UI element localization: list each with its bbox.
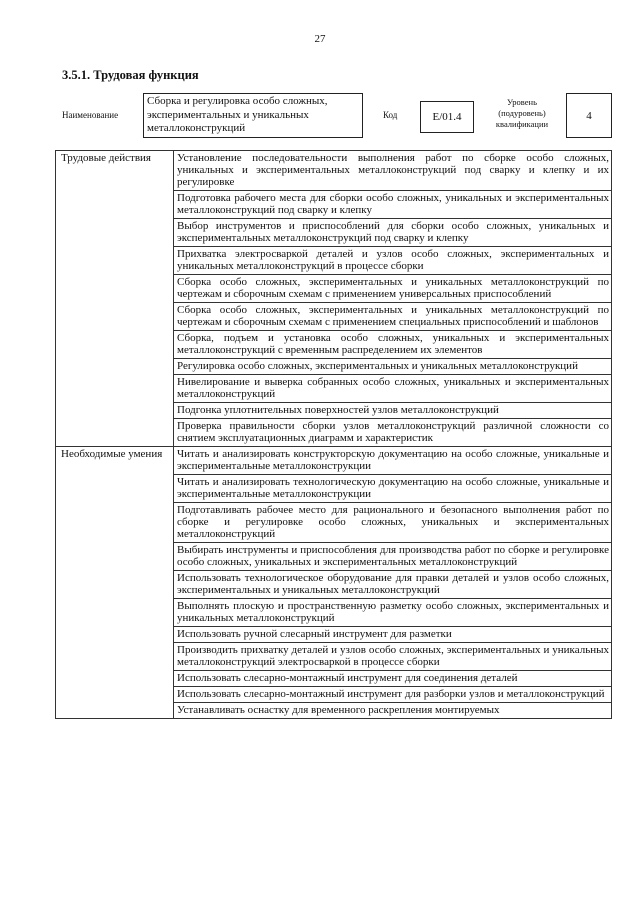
category-cell: Необходимые умения <box>56 447 174 719</box>
function-table-body <box>56 151 612 719</box>
item-cell: Выбирать инструменты и приспособления для производства работ по сборке и регулировке особо сложных, уникальных и экспериментальных металлоконструкций <box>174 543 612 571</box>
code-label: Код <box>383 110 398 120</box>
function-table <box>55 150 612 719</box>
category-cell: Трудовые действия <box>56 151 174 447</box>
qualification-level-label: Уровень (подуровень) квалификации <box>495 97 549 129</box>
item-cell: Подготовка рабочего места для сборки особо сложных, уникальных и экспериментальных металлоконструкций под сварку и клепку <box>174 191 612 219</box>
item-cell: Производить прихватку деталей и узлов особо сложных, экспериментальных и уникальных металлоконструкций электросваркой в процессе сборки <box>174 643 612 671</box>
code-value-box: Е/01.4 <box>420 101 474 133</box>
function-name-box: Сборка и регулировка особо сложных, экспериментальных и уникальных металлоконструкций <box>143 93 363 138</box>
section-heading: 3.5.1. Трудовая функция <box>62 68 199 82</box>
table-row <box>56 447 612 475</box>
item-cell: Сборка, подъем и установка особо сложных, уникальных и экспериментальных металлоконструкций с временным распределением их элементов <box>174 331 612 359</box>
qualification-level-box: 4 <box>566 93 612 138</box>
item-cell: Использовать ручной слесарный инструмент для разметки <box>174 627 612 643</box>
item-cell: Использовать слесарно-монтажный инструмент для разборки узлов и металлоконструкций <box>174 687 612 703</box>
item-cell: Проверка правильности сборки узлов металлоконструкций различной сложности со снятием эксплуатационных диаграмм и характеристик <box>174 419 612 447</box>
item-cell: Регулировка особо сложных, экспериментальных и уникальных металлоконструкций <box>174 359 612 375</box>
item-cell: Подгонка уплотнительных поверхностей узлов металлоконструкций <box>174 403 612 419</box>
page-number: 27 <box>314 33 326 45</box>
item-cell: Прихватка электросваркой деталей и узлов особо сложных, экспериментальных и уникальных металлоконструкций в процессе сборки <box>174 247 612 275</box>
item-cell: Нивелирование и выверка собранных особо сложных, уникальных и экспериментальных металлоконструкций <box>174 375 612 403</box>
item-cell: Подготавливать рабочее место для рационального и безопасного выполнения работ по сборке и регулировке особо сложных, уникальных и экспериментальных металлоконструкций <box>174 503 612 543</box>
name-label: Наименование <box>62 110 119 120</box>
item-cell: Установление последовательности выполнения работ по сборке особо сложных, уникальных и экспериментальных металлоконструкций под сварку и клепку и их регулировке <box>174 151 612 191</box>
item-cell: Читать и анализировать технологическую документацию на особо сложные, уникальные и экспериментальные металлоконструкции <box>174 475 612 503</box>
item-cell: Использовать слесарно-монтажный инструмент для соединения деталей <box>174 671 612 687</box>
item-cell: Устанавливать оснастку для временного раскрепления монтируемых <box>174 703 612 719</box>
item-cell: Выбор инструментов и приспособлений для сборки особо сложных, уникальных и экспериментальных металлоконструкций под сварку и клепку <box>174 219 612 247</box>
item-cell: Использовать технологическое оборудование для правки деталей и узлов особо сложных, экспериментальных и уникальных металлоконструкций <box>174 571 612 599</box>
item-cell: Сборка особо сложных, экспериментальных и уникальных металлоконструкций по чертежам и сборочным схемам с применением специальных приспособлений и шаблонов <box>174 303 612 331</box>
item-cell: Читать и анализировать конструкторскую документацию на особо сложные, уникальные и экспериментальные металлоконструкции <box>174 447 612 475</box>
table-row <box>56 151 612 191</box>
item-cell: Выполнять плоскую и пространственную разметку особо сложных, экспериментальных и уникальных металлоконструкций <box>174 599 612 627</box>
item-cell: Сборка особо сложных, экспериментальных и уникальных металлоконструкций по чертежам и сборочным схемам с применением универсальных приспособлений <box>174 275 612 303</box>
